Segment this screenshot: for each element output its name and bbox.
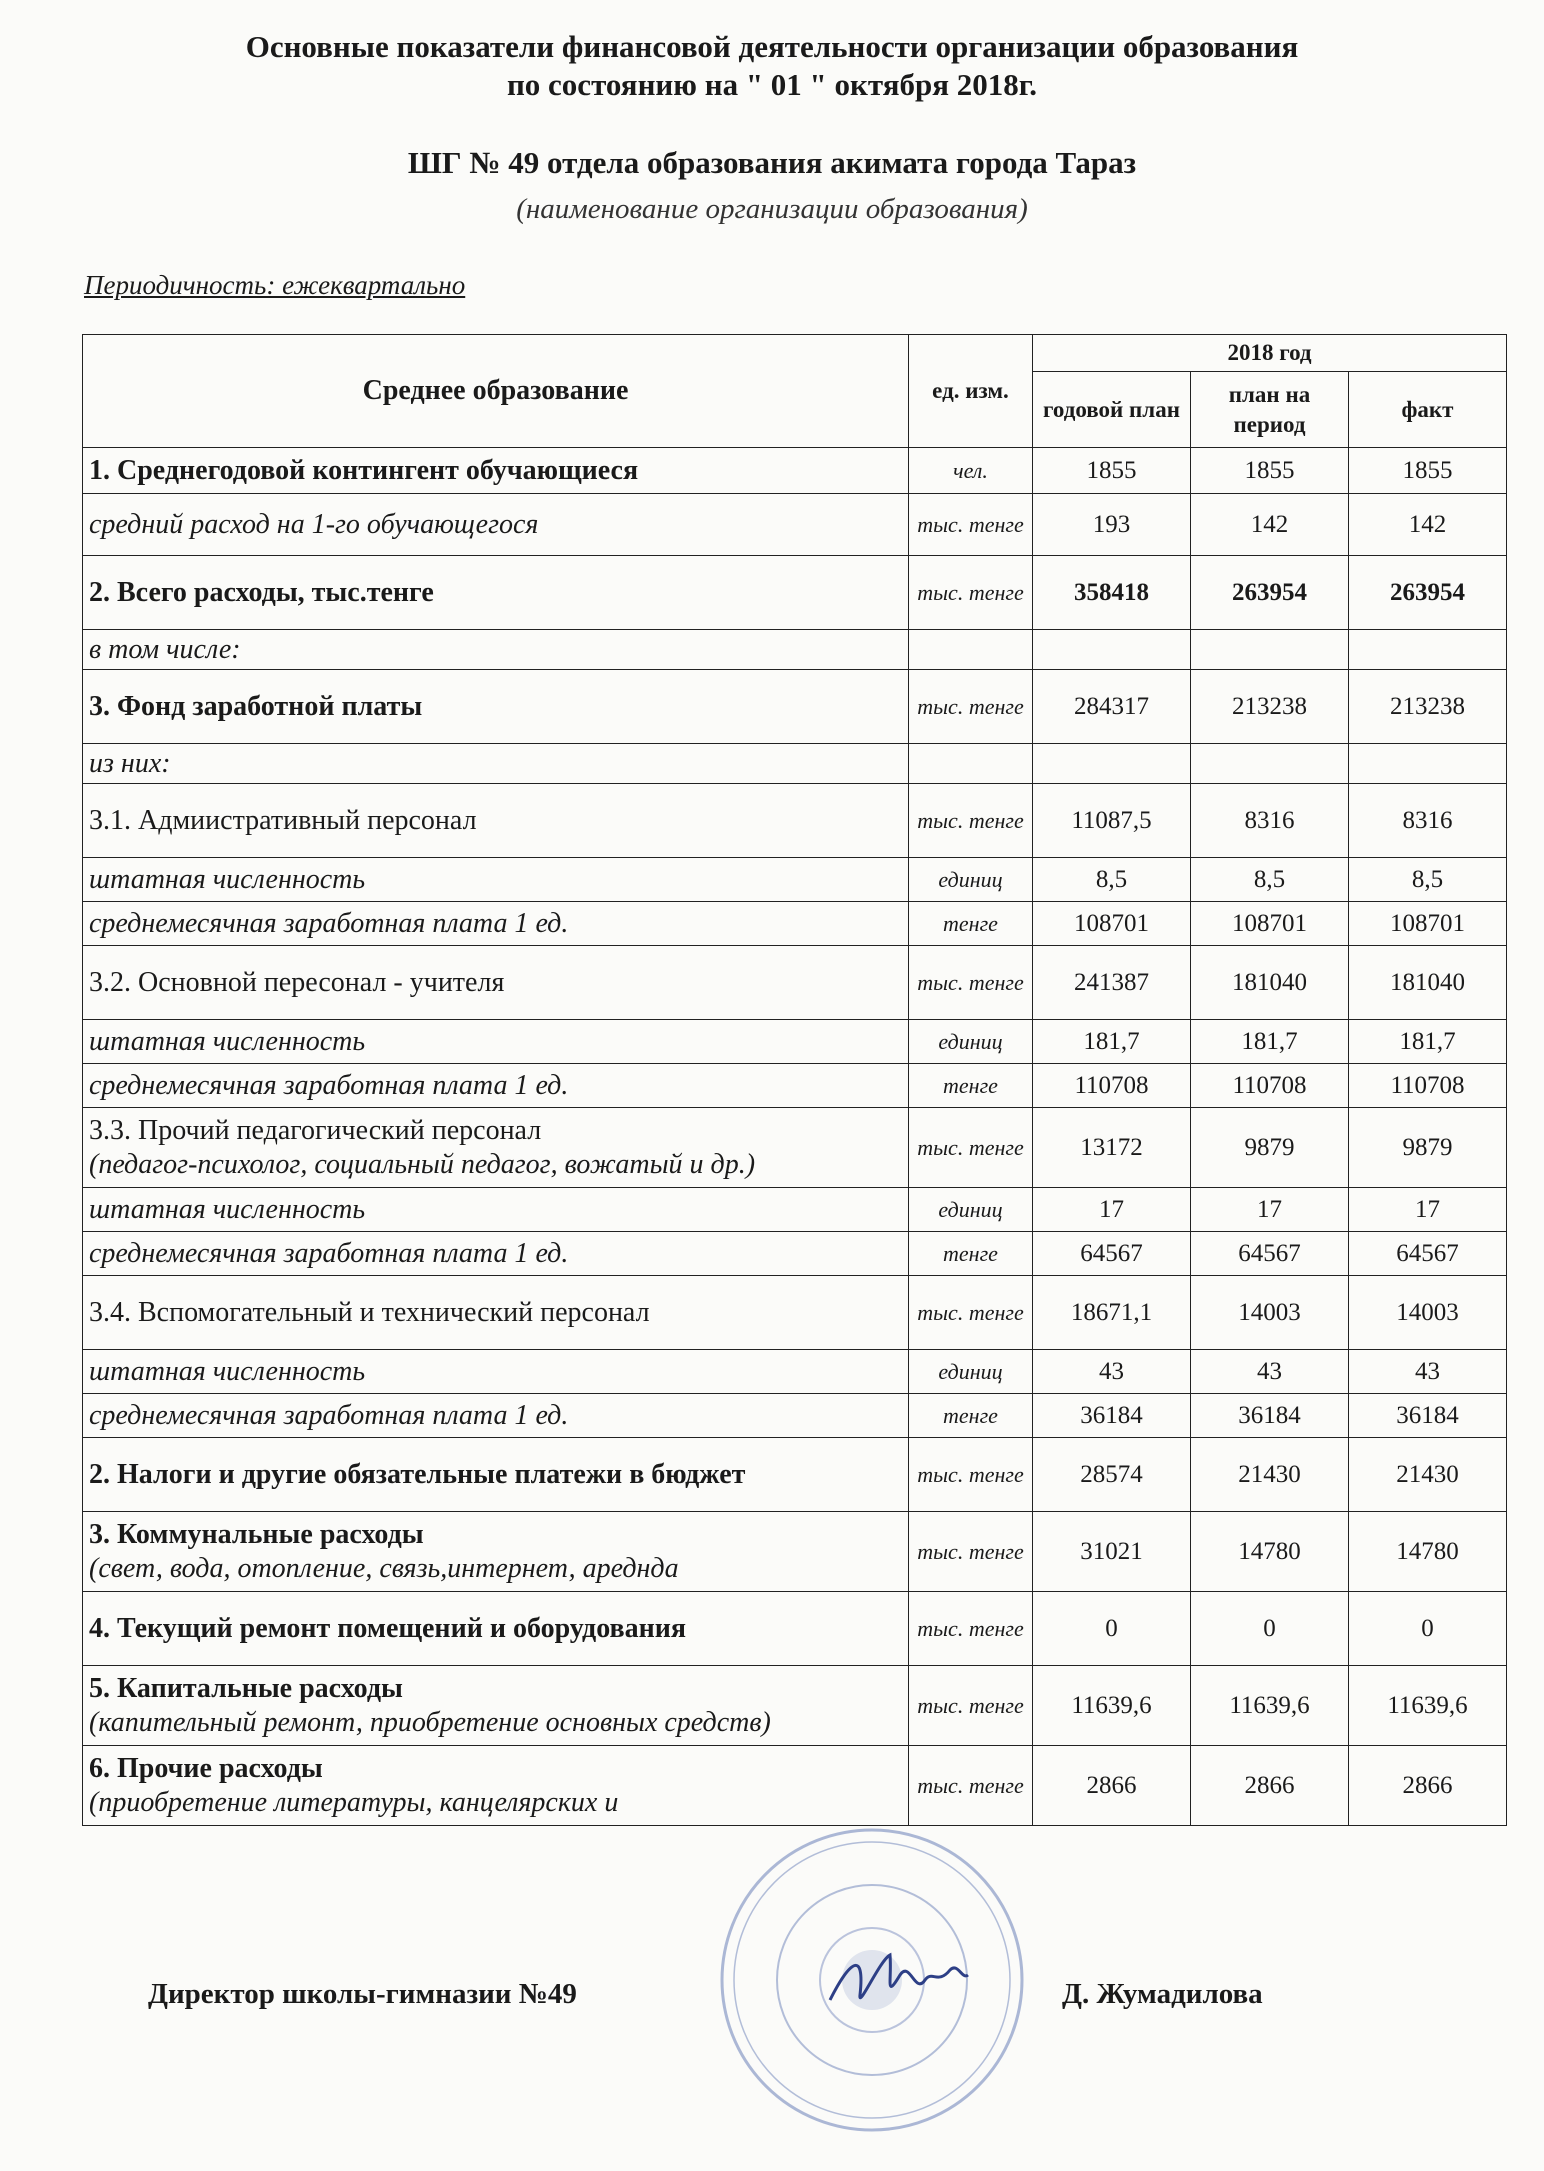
annual-value: 108701 — [1033, 902, 1191, 946]
fact-value: 14003 — [1349, 1276, 1507, 1350]
annual-value: 43 — [1033, 1350, 1191, 1394]
unit-cell: единиц — [909, 1020, 1033, 1064]
period-value: 11639,6 — [1191, 1666, 1349, 1746]
annual-value: 241387 — [1033, 946, 1191, 1020]
period-value — [1191, 630, 1349, 670]
table-row — [83, 1512, 1507, 1592]
row-label-cell — [83, 670, 909, 744]
table-row — [83, 1350, 1507, 1394]
annual-value: 11087,5 — [1033, 784, 1191, 858]
row-label-cell — [83, 1020, 909, 1064]
fact-value: 14780 — [1349, 1512, 1507, 1592]
header-fact: факт — [1349, 372, 1507, 448]
unit-cell: чел. — [909, 448, 1033, 494]
row-label: среднемесячная заработная плата 1 ед. — [89, 907, 569, 939]
annual-value: 1855 — [1033, 448, 1191, 494]
table-row — [83, 494, 1507, 556]
row-label: 2. Налоги и другие обязательные платежи в бюджет — [89, 1458, 746, 1490]
unit-cell: тыс. тенге — [909, 1438, 1033, 1512]
period-value: 213238 — [1191, 670, 1349, 744]
row-label-cell — [83, 744, 909, 784]
row-label: средний расход на 1-го обучающегося — [89, 508, 539, 540]
fact-value — [1349, 744, 1507, 784]
director-title: Директор школы-гимназии №49 — [148, 1978, 577, 2010]
header-annual-plan: годовой план — [1033, 372, 1191, 448]
row-label-cell — [83, 556, 909, 630]
fact-value: 21430 — [1349, 1438, 1507, 1512]
table-row — [83, 1108, 1507, 1188]
table-row — [83, 1188, 1507, 1232]
unit-cell: тенге — [909, 1232, 1033, 1276]
annual-value: 193 — [1033, 494, 1191, 556]
row-label-cell — [83, 1666, 909, 1746]
row-label: 3.3. Прочий педагогический персонал — [89, 1114, 542, 1146]
document-title-line2: по состоянию на " 01 " октября 2018г. — [506, 67, 1038, 102]
table-row — [83, 556, 1507, 630]
row-label-cell — [83, 1592, 909, 1666]
unit-cell: единиц — [909, 1350, 1033, 1394]
table-row — [83, 946, 1507, 1020]
annual-value: 17 — [1033, 1188, 1191, 1232]
row-label: штатная численность — [89, 1025, 366, 1057]
unit-cell: тыс. тенге — [909, 556, 1033, 630]
header-education: Среднее образование — [83, 335, 909, 448]
fact-value: 11639,6 — [1349, 1666, 1507, 1746]
annual-value: 0 — [1033, 1592, 1191, 1666]
period-value: 36184 — [1191, 1394, 1349, 1438]
fact-value: 108701 — [1349, 902, 1507, 946]
unit-cell: тенге — [909, 1064, 1033, 1108]
fact-value: 1855 — [1349, 448, 1507, 494]
row-label: 4. Текущий ремонт помещений и оборудования — [89, 1612, 687, 1644]
row-label: 6. Прочие расходы — [89, 1752, 323, 1784]
table-row — [83, 630, 1507, 670]
table-row — [83, 1020, 1507, 1064]
row-label-cell — [83, 1108, 909, 1188]
row-label-cell — [83, 494, 909, 556]
director-name: Д. Жумадилова — [1062, 1978, 1263, 2010]
annual-value: 284317 — [1033, 670, 1191, 744]
table-row — [83, 1276, 1507, 1350]
row-label-cell — [83, 1394, 909, 1438]
row-label-cell — [83, 448, 909, 494]
period-value: 1855 — [1191, 448, 1349, 494]
document-title-line1: Основные показатели финансовой деятельности организации образования — [245, 29, 1299, 64]
period-value: 14780 — [1191, 1512, 1349, 1592]
table-row — [83, 670, 1507, 744]
unit-cell — [909, 630, 1033, 670]
unit-cell: тыс. тенге — [909, 1746, 1033, 1826]
row-sublabel: (приобретение литературы, канцелярских и — [89, 1786, 619, 1818]
table-row — [83, 1232, 1507, 1276]
period-value: 181040 — [1191, 946, 1349, 1020]
row-label: среднемесячная заработная плата 1 ед. — [89, 1237, 569, 1269]
period-value: 263954 — [1191, 556, 1349, 630]
row-sublabel: (свет, вода, отопление, связь,интернет, аредндa — [89, 1552, 679, 1584]
director-signature — [820, 1940, 970, 2020]
row-label-cell — [83, 1276, 909, 1350]
unit-cell — [909, 744, 1033, 784]
fact-value: 142 — [1349, 494, 1507, 556]
row-label-cell — [83, 858, 909, 902]
row-label: штатная численность — [89, 863, 366, 895]
table-row — [83, 744, 1507, 784]
fact-value: 17 — [1349, 1188, 1507, 1232]
period-value: 2866 — [1191, 1746, 1349, 1826]
unit-cell: тыс. тенге — [909, 1666, 1033, 1746]
annual-value: 181,7 — [1033, 1020, 1191, 1064]
unit-cell: тенге — [909, 1394, 1033, 1438]
table-row — [83, 858, 1507, 902]
annual-value — [1033, 630, 1191, 670]
row-label-cell — [83, 784, 909, 858]
row-label: среднемесячная заработная плата 1 ед. — [89, 1399, 569, 1431]
annual-value: 8,5 — [1033, 858, 1191, 902]
row-label-cell — [83, 902, 909, 946]
unit-cell: тыс. тенге — [909, 1108, 1033, 1188]
row-label: 3.1. Адмиистративный персонал — [89, 804, 477, 836]
fact-value: 36184 — [1349, 1394, 1507, 1438]
fact-value: 181040 — [1349, 946, 1507, 1020]
row-label-cell — [83, 1438, 909, 1512]
row-label-cell — [83, 1064, 909, 1108]
annual-value: 18671,1 — [1033, 1276, 1191, 1350]
unit-cell: единиц — [909, 858, 1033, 902]
period-value: 9879 — [1191, 1108, 1349, 1188]
annual-value — [1033, 744, 1191, 784]
unit-cell: тыс. тенге — [909, 1512, 1033, 1592]
table-row — [83, 902, 1507, 946]
periodicity-label: Периодичность: ежеквартально — [84, 270, 466, 300]
row-label-cell — [83, 1350, 909, 1394]
period-value: 8,5 — [1191, 858, 1349, 902]
row-label-cell — [83, 946, 909, 1020]
period-value: 142 — [1191, 494, 1349, 556]
table-row — [83, 1438, 1507, 1512]
table-row — [83, 1746, 1507, 1826]
annual-value: 11639,6 — [1033, 1666, 1191, 1746]
row-label: 3.4. Вспомогательный и технический персонал — [89, 1296, 650, 1328]
row-label: из них: — [89, 747, 171, 779]
period-value: 21430 — [1191, 1438, 1349, 1512]
fact-value: 9879 — [1349, 1108, 1507, 1188]
row-label: в том числе: — [89, 633, 241, 665]
fact-value: 64567 — [1349, 1232, 1507, 1276]
annual-value: 31021 — [1033, 1512, 1191, 1592]
annual-value: 36184 — [1033, 1394, 1191, 1438]
period-value: 14003 — [1191, 1276, 1349, 1350]
period-value — [1191, 744, 1349, 784]
row-label: 3.2. Основной пересонал - учителя — [89, 966, 505, 998]
annual-value: 64567 — [1033, 1232, 1191, 1276]
annual-value: 28574 — [1033, 1438, 1191, 1512]
unit-cell: тыс. тенге — [909, 494, 1033, 556]
organization-caption: (наименование организации образования) — [516, 193, 1028, 225]
header-year: 2018 год — [1033, 335, 1507, 372]
header-unit: ед. изм. — [909, 335, 1033, 448]
period-value: 181,7 — [1191, 1020, 1349, 1064]
row-label: 3. Фонд заработной платы — [89, 690, 423, 722]
period-value: 17 — [1191, 1188, 1349, 1232]
fact-value: 2866 — [1349, 1746, 1507, 1826]
row-label-cell — [83, 1232, 909, 1276]
header-period-plan: план на период — [1191, 372, 1349, 448]
fact-value: 263954 — [1349, 556, 1507, 630]
row-label: 3. Коммунальные расходы — [89, 1518, 424, 1550]
row-label: 5. Капитальные расходы — [89, 1672, 403, 1704]
unit-cell: тыс. тенге — [909, 1592, 1033, 1666]
fact-value: 0 — [1349, 1592, 1507, 1666]
row-label-cell — [83, 1188, 909, 1232]
annual-value: 13172 — [1033, 1108, 1191, 1188]
annual-value: 2866 — [1033, 1746, 1191, 1826]
fact-value — [1349, 630, 1507, 670]
organization-name: ШГ № 49 отдела образования акимата города Тараз — [407, 145, 1137, 180]
period-value: 110708 — [1191, 1064, 1349, 1108]
fact-value: 8316 — [1349, 784, 1507, 858]
fact-value: 213238 — [1349, 670, 1507, 744]
period-value: 64567 — [1191, 1232, 1349, 1276]
row-label-cell — [83, 1746, 909, 1826]
fact-value: 8,5 — [1349, 858, 1507, 902]
table-row — [83, 1666, 1507, 1746]
row-label: штатная численность — [89, 1355, 366, 1387]
row-label: среднемесячная заработная плата 1 ед. — [89, 1069, 569, 1101]
table-row — [83, 1592, 1507, 1666]
fact-value: 110708 — [1349, 1064, 1507, 1108]
unit-cell: тыс. тенге — [909, 784, 1033, 858]
unit-cell: тыс. тенге — [909, 670, 1033, 744]
fact-value: 43 — [1349, 1350, 1507, 1394]
unit-cell: тыс. тенге — [909, 946, 1033, 1020]
table-row — [83, 1394, 1507, 1438]
annual-value: 358418 — [1033, 556, 1191, 630]
annual-value: 110708 — [1033, 1064, 1191, 1108]
period-value: 8316 — [1191, 784, 1349, 858]
period-value: 108701 — [1191, 902, 1349, 946]
table-row — [83, 448, 1507, 494]
period-value: 43 — [1191, 1350, 1349, 1394]
row-label: 1. Среднегодовой контингент обучающиеся — [89, 454, 639, 486]
row-sublabel: (педагог-психолог, социальный педагог, вожатый и др.) — [89, 1148, 756, 1180]
row-label-cell — [83, 630, 909, 670]
financial-indicators-table — [82, 334, 1507, 1826]
unit-cell: тыс. тенге — [909, 1276, 1033, 1350]
fact-value: 181,7 — [1349, 1020, 1507, 1064]
table-row — [83, 784, 1507, 858]
row-label: штатная численность — [89, 1193, 366, 1225]
table-row — [83, 1064, 1507, 1108]
period-value: 0 — [1191, 1592, 1349, 1666]
unit-cell: единиц — [909, 1188, 1033, 1232]
row-label-cell — [83, 1512, 909, 1592]
row-label: 2. Всего расходы, тыс.тенге — [89, 576, 434, 608]
unit-cell: тенге — [909, 902, 1033, 946]
row-sublabel: (капительный ремонт, приобретение основных средств) — [89, 1706, 771, 1738]
